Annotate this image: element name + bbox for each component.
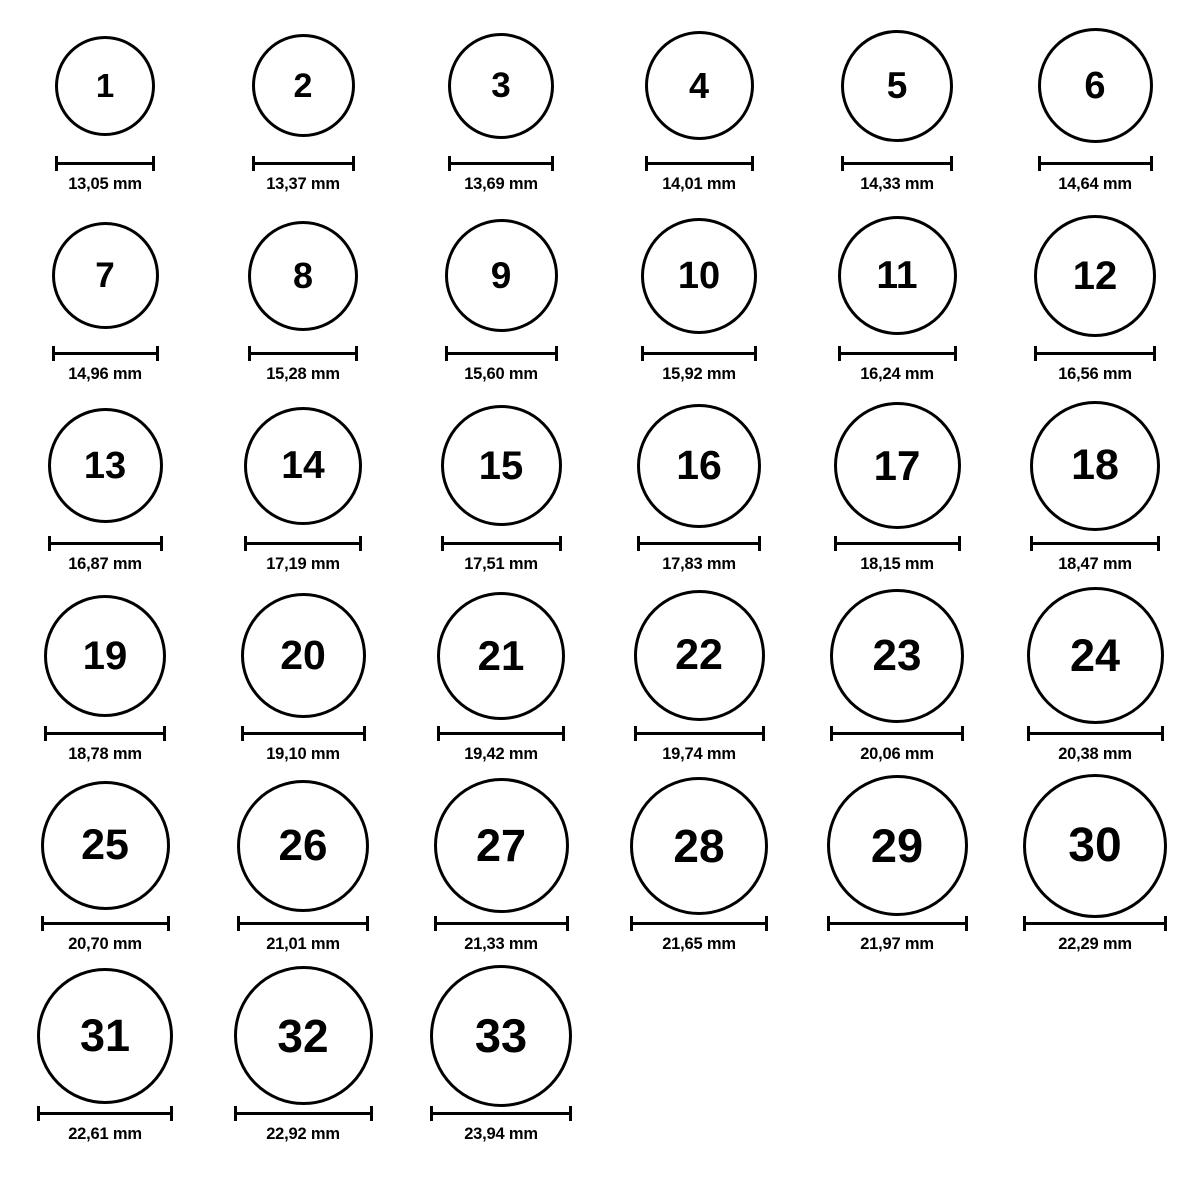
ring-circle <box>52 222 159 329</box>
ring-circle <box>248 221 358 331</box>
ring-size-cell <box>604 398 794 588</box>
ring-circle-wrap <box>1027 588 1164 723</box>
ring-circle <box>630 777 768 915</box>
measure-cap-left-icon <box>41 916 44 931</box>
ring-size-number: 6 <box>1084 64 1106 107</box>
ring-size-number: 33 <box>474 1009 528 1062</box>
ring-size-cell <box>802 778 992 968</box>
ring-size-cell <box>1000 208 1190 398</box>
measure-line-icon <box>44 732 166 735</box>
measure-line-icon <box>838 352 957 355</box>
measure-cap-left-icon <box>1034 346 1037 361</box>
ring-size-number: 19 <box>82 633 128 678</box>
measure-cap-left-icon <box>1030 536 1033 551</box>
diameter-label: 14,96 mm <box>68 365 142 383</box>
ring-size-cell <box>802 588 992 778</box>
ring-circle <box>830 589 964 723</box>
ring-size-number: 8 <box>292 254 314 296</box>
diameter-measure-bar <box>441 536 562 550</box>
ring-circle-wrap <box>841 18 953 153</box>
diameter-label: 21,33 mm <box>464 935 538 953</box>
diameter-measure-bar <box>1023 916 1167 930</box>
measure-cap-left-icon <box>827 916 830 931</box>
diameter-measure-bar <box>241 726 366 740</box>
ring-circle <box>1034 215 1156 337</box>
ring-circle <box>841 30 953 142</box>
measure-cap-right-icon <box>1150 156 1153 171</box>
ring-circle-wrap <box>637 398 761 533</box>
diameter-label: 16,56 mm <box>1058 365 1132 383</box>
measure-line-icon <box>48 542 163 545</box>
diameter-label: 19,10 mm <box>266 745 340 763</box>
ring-size-cell <box>1000 778 1190 968</box>
ring-size-number: 4 <box>688 64 710 106</box>
ring-size-number: 9 <box>490 255 512 296</box>
ring-circle-wrap <box>634 588 765 723</box>
ring-size-cell <box>10 778 200 968</box>
ring-size-number: 14 <box>281 444 325 487</box>
ring-size-number: 26 <box>278 820 328 870</box>
ring-circle-wrap <box>830 588 964 723</box>
diameter-label: 13,69 mm <box>464 175 538 193</box>
measure-line-icon <box>637 542 761 545</box>
ring-size-cell <box>604 208 794 398</box>
diameter-label: 15,92 mm <box>662 365 736 383</box>
ring-circle-wrap <box>1034 208 1156 343</box>
ring-size-cell <box>406 968 596 1158</box>
diameter-measure-bar <box>630 916 768 930</box>
ring-circle-wrap <box>827 778 968 913</box>
ring-size-cell <box>208 18 398 208</box>
measure-line-icon <box>252 162 355 165</box>
ring-size-cell <box>10 588 200 778</box>
ring-circle-wrap <box>441 398 562 533</box>
measure-cap-left-icon <box>248 346 251 361</box>
ring-size-cell <box>1000 398 1190 588</box>
ring-size-cell <box>1000 18 1190 208</box>
diameter-measure-bar <box>641 346 757 360</box>
ring-circle-wrap <box>234 968 373 1103</box>
ring-circle-wrap <box>1023 778 1167 913</box>
measure-cap-left-icon <box>434 916 437 931</box>
ring-circle-wrap <box>1030 398 1160 533</box>
ring-size-number: 11 <box>876 254 918 297</box>
ring-circle <box>1023 774 1167 918</box>
ring-circle <box>834 402 961 529</box>
ring-size-number: 29 <box>870 819 924 872</box>
ring-size-cell <box>406 208 596 398</box>
measure-cap-left-icon <box>252 156 255 171</box>
ring-size-number: 30 <box>1068 818 1122 872</box>
measure-line-icon <box>1038 162 1153 165</box>
measure-cap-right-icon <box>566 916 569 931</box>
measure-cap-left-icon <box>441 536 444 551</box>
ring-circle <box>634 590 765 721</box>
ring-size-cell <box>10 208 200 398</box>
measure-cap-right-icon <box>352 156 355 171</box>
ring-size-cell <box>1000 588 1190 778</box>
measure-cap-right-icon <box>1164 916 1167 931</box>
measure-cap-right-icon <box>163 726 166 741</box>
measure-cap-left-icon <box>237 916 240 931</box>
measure-cap-left-icon <box>430 1106 433 1121</box>
measure-cap-left-icon <box>830 726 833 741</box>
ring-circle <box>252 34 355 137</box>
diameter-measure-bar <box>1027 726 1164 740</box>
measure-line-icon <box>645 162 754 165</box>
measure-cap-right-icon <box>167 916 170 931</box>
ring-size-cell <box>604 588 794 778</box>
ring-size-number: 21 <box>477 631 525 679</box>
measure-line-icon <box>841 162 953 165</box>
measure-cap-right-icon <box>555 346 558 361</box>
ring-size-number: 24 <box>1069 630 1121 681</box>
ring-size-number: 13 <box>83 444 127 487</box>
ring-circle <box>244 407 362 525</box>
ring-size-cell <box>208 588 398 778</box>
ring-circle-wrap <box>434 778 569 913</box>
diameter-measure-bar <box>237 916 369 930</box>
measure-cap-left-icon <box>1038 156 1041 171</box>
ring-circle-wrap <box>641 208 757 343</box>
measure-cap-left-icon <box>48 536 51 551</box>
measure-line-icon <box>448 162 554 165</box>
ring-circle-wrap <box>241 588 366 723</box>
measure-cap-left-icon <box>630 916 633 931</box>
diameter-label: 15,60 mm <box>464 365 538 383</box>
diameter-measure-bar <box>41 916 170 930</box>
diameter-measure-bar <box>1034 346 1156 360</box>
diameter-label: 22,29 mm <box>1058 935 1132 953</box>
ring-circle-wrap <box>252 18 355 153</box>
diameter-label: 19,74 mm <box>662 745 736 763</box>
ring-size-number: 18 <box>1071 441 1119 489</box>
ring-size-number: 31 <box>79 1010 131 1061</box>
measure-cap-left-icon <box>634 726 637 741</box>
diameter-measure-bar <box>244 536 362 550</box>
diameter-measure-bar <box>1030 536 1160 550</box>
diameter-measure-bar <box>445 346 558 360</box>
ring-size-cell <box>208 398 398 588</box>
ring-size-number: 10 <box>677 254 721 297</box>
measure-cap-right-icon <box>1153 346 1156 361</box>
measure-cap-right-icon <box>370 1106 373 1121</box>
ring-circle-wrap <box>55 18 155 153</box>
measure-cap-right-icon <box>359 536 362 551</box>
measure-cap-right-icon <box>754 346 757 361</box>
diameter-label: 16,87 mm <box>68 555 142 573</box>
diameter-measure-bar <box>645 156 754 170</box>
measure-cap-right-icon <box>958 536 961 551</box>
ring-circle <box>637 404 761 528</box>
diameter-label: 17,83 mm <box>662 555 736 573</box>
ring-size-number: 5 <box>886 65 908 106</box>
diameter-measure-bar <box>37 1106 173 1120</box>
diameter-label: 20,38 mm <box>1058 745 1132 763</box>
diameter-measure-bar <box>55 156 155 170</box>
measure-line-icon <box>241 732 366 735</box>
diameter-label: 19,42 mm <box>464 745 538 763</box>
measure-line-icon <box>55 162 155 165</box>
diameter-label: 22,61 mm <box>68 1125 142 1143</box>
ring-size-number: 32 <box>277 1009 329 1062</box>
ring-circle <box>237 780 369 912</box>
ring-circle <box>641 218 757 334</box>
ring-size-number: 2 <box>293 66 313 105</box>
diameter-measure-bar <box>48 536 163 550</box>
ring-size-number: 3 <box>491 66 511 105</box>
measure-cap-left-icon <box>1027 726 1030 741</box>
ring-circle-wrap <box>834 398 961 533</box>
measure-cap-right-icon <box>152 156 155 171</box>
ring-circle <box>827 775 968 916</box>
ring-circle <box>1038 28 1153 143</box>
measure-line-icon <box>1027 732 1164 735</box>
ring-size-cell <box>802 18 992 208</box>
measure-line-icon <box>441 542 562 545</box>
measure-cap-right-icon <box>751 156 754 171</box>
diameter-label: 23,94 mm <box>464 1125 538 1143</box>
diameter-measure-bar <box>448 156 554 170</box>
diameter-measure-bar <box>44 726 166 740</box>
measure-line-icon <box>834 542 961 545</box>
measure-line-icon <box>1034 352 1156 355</box>
diameter-label: 13,05 mm <box>68 175 142 193</box>
ring-circle <box>430 965 572 1107</box>
measure-cap-left-icon <box>834 536 837 551</box>
measure-cap-left-icon <box>645 156 648 171</box>
diameter-label: 21,97 mm <box>860 935 934 953</box>
measure-cap-right-icon <box>160 536 163 551</box>
measure-cap-left-icon <box>637 536 640 551</box>
diameter-label: 21,01 mm <box>266 935 340 953</box>
ring-size-number: 22 <box>675 631 723 679</box>
ring-circle <box>234 966 373 1105</box>
measure-line-icon <box>445 352 558 355</box>
ring-circle <box>838 216 957 335</box>
diameter-label: 13,37 mm <box>266 175 340 193</box>
measure-cap-left-icon <box>445 346 448 361</box>
diameter-label: 17,51 mm <box>464 555 538 573</box>
measure-line-icon <box>41 922 170 925</box>
diameter-measure-bar <box>52 346 159 360</box>
measure-line-icon <box>234 1112 373 1115</box>
diameter-measure-bar <box>252 156 355 170</box>
diameter-label: 21,65 mm <box>662 935 736 953</box>
ring-circle-wrap <box>237 778 369 913</box>
ring-circle <box>645 31 754 140</box>
ring-circle <box>445 219 558 332</box>
ring-size-number: 23 <box>872 630 922 680</box>
ring-circle-wrap <box>37 968 173 1103</box>
measure-line-icon <box>37 1112 173 1115</box>
diameter-measure-bar <box>437 726 565 740</box>
ring-circle-wrap <box>445 208 558 343</box>
diameter-label: 18,78 mm <box>68 745 142 763</box>
measure-cap-right-icon <box>1161 726 1164 741</box>
diameter-measure-bar <box>834 536 961 550</box>
ring-size-cell <box>208 968 398 1158</box>
ring-circle-wrap <box>248 208 358 343</box>
ring-size-number: 27 <box>475 820 527 871</box>
diameter-measure-bar <box>234 1106 373 1120</box>
ring-size-cell <box>802 208 992 398</box>
ring-size-cell <box>406 18 596 208</box>
diameter-measure-bar <box>838 346 957 360</box>
ring-circle <box>41 781 170 910</box>
measure-cap-right-icon <box>156 346 159 361</box>
diameter-label: 17,19 mm <box>266 555 340 573</box>
ring-circle-wrap <box>41 778 170 913</box>
ring-size-grid <box>0 18 1200 1158</box>
measure-line-icon <box>430 1112 572 1115</box>
diameter-label: 15,28 mm <box>266 365 340 383</box>
diameter-label: 18,47 mm <box>1058 555 1132 573</box>
ring-size-cell <box>10 18 200 208</box>
ring-circle <box>434 778 569 913</box>
measure-line-icon <box>630 922 768 925</box>
diameter-measure-bar <box>434 916 569 930</box>
measure-cap-left-icon <box>841 156 844 171</box>
measure-line-icon <box>827 922 968 925</box>
measure-line-icon <box>1023 922 1167 925</box>
measure-cap-right-icon <box>950 156 953 171</box>
diameter-label: 20,70 mm <box>68 935 142 953</box>
measure-cap-left-icon <box>37 1106 40 1121</box>
measure-cap-left-icon <box>55 156 58 171</box>
ring-circle <box>55 36 155 136</box>
ring-size-cell <box>604 778 794 968</box>
measure-cap-right-icon <box>551 156 554 171</box>
ring-size-number: 25 <box>81 821 129 869</box>
measure-cap-left-icon <box>52 346 55 361</box>
ring-circle-wrap <box>437 588 565 723</box>
measure-line-icon <box>1030 542 1160 545</box>
ring-circle-wrap <box>645 18 754 153</box>
ring-circle-wrap <box>630 778 768 913</box>
measure-line-icon <box>830 732 964 735</box>
diameter-label: 18,15 mm <box>860 555 934 573</box>
ring-circle-wrap <box>430 968 572 1103</box>
measure-cap-right-icon <box>758 536 761 551</box>
measure-cap-right-icon <box>765 916 768 931</box>
diameter-label: 20,06 mm <box>860 745 934 763</box>
ring-circle <box>48 408 163 523</box>
ring-circle-wrap <box>838 208 957 343</box>
measure-line-icon <box>634 732 765 735</box>
diameter-label: 14,64 mm <box>1058 175 1132 193</box>
ring-size-number: 28 <box>673 819 725 872</box>
measure-cap-right-icon <box>363 726 366 741</box>
measure-line-icon <box>248 352 358 355</box>
measure-cap-right-icon <box>965 916 968 931</box>
measure-cap-left-icon <box>234 1106 237 1121</box>
ring-circle-wrap <box>244 398 362 533</box>
measure-cap-right-icon <box>170 1106 173 1121</box>
measure-cap-left-icon <box>448 156 451 171</box>
ring-circle-wrap <box>48 398 163 533</box>
ring-size-number: 1 <box>95 67 115 104</box>
ring-size-cell <box>208 208 398 398</box>
diameter-measure-bar <box>830 726 964 740</box>
measure-cap-right-icon <box>559 536 562 551</box>
ring-circle <box>241 593 366 718</box>
diameter-label: 14,01 mm <box>662 175 736 193</box>
measure-cap-right-icon <box>569 1106 572 1121</box>
ring-circle <box>37 968 173 1104</box>
ring-circle <box>448 33 554 139</box>
measure-line-icon <box>641 352 757 355</box>
diameter-label: 14,33 mm <box>860 175 934 193</box>
ring-size-number: 16 <box>676 442 722 488</box>
measure-cap-left-icon <box>1023 916 1026 931</box>
ring-circle-wrap <box>52 208 159 343</box>
ring-size-cell <box>406 398 596 588</box>
measure-cap-left-icon <box>838 346 841 361</box>
diameter-label: 16,24 mm <box>860 365 934 383</box>
measure-line-icon <box>244 542 362 545</box>
measure-line-icon <box>52 352 159 355</box>
ring-circle <box>441 405 562 526</box>
diameter-measure-bar <box>637 536 761 550</box>
ring-circle <box>1030 401 1160 531</box>
measure-line-icon <box>437 732 565 735</box>
measure-cap-left-icon <box>44 726 47 741</box>
measure-cap-right-icon <box>954 346 957 361</box>
ring-circle <box>437 592 565 720</box>
ring-size-number: 12 <box>1072 253 1118 298</box>
measure-cap-left-icon <box>437 726 440 741</box>
measure-cap-right-icon <box>355 346 358 361</box>
ring-size-cell <box>10 398 200 588</box>
diameter-label: 22,92 mm <box>266 1125 340 1143</box>
ring-size-number: 20 <box>280 632 326 678</box>
ring-size-cell <box>406 588 596 778</box>
measure-cap-right-icon <box>1157 536 1160 551</box>
diameter-measure-bar <box>827 916 968 930</box>
ring-size-cell <box>406 778 596 968</box>
measure-cap-left-icon <box>641 346 644 361</box>
ring-circle-wrap <box>1038 18 1153 153</box>
diameter-measure-bar <box>634 726 765 740</box>
ring-circle <box>1027 587 1164 724</box>
measure-cap-right-icon <box>961 726 964 741</box>
measure-cap-right-icon <box>762 726 765 741</box>
ring-size-number: 17 <box>873 441 921 489</box>
measure-line-icon <box>237 922 369 925</box>
ring-circle-wrap <box>448 18 554 153</box>
ring-size-number: 7 <box>95 256 115 295</box>
diameter-measure-bar <box>248 346 358 360</box>
diameter-measure-bar <box>1038 156 1153 170</box>
measure-line-icon <box>434 922 569 925</box>
ring-size-cell <box>10 968 200 1158</box>
measure-cap-right-icon <box>562 726 565 741</box>
ring-size-cell <box>208 778 398 968</box>
diameter-measure-bar <box>841 156 953 170</box>
ring-size-cell <box>604 18 794 208</box>
measure-cap-right-icon <box>366 916 369 931</box>
diameter-measure-bar <box>430 1106 572 1120</box>
ring-size-number: 15 <box>478 443 524 488</box>
measure-cap-left-icon <box>244 536 247 551</box>
ring-circle-wrap <box>44 588 166 723</box>
ring-circle <box>44 595 166 717</box>
ring-size-cell <box>802 398 992 588</box>
measure-cap-left-icon <box>241 726 244 741</box>
